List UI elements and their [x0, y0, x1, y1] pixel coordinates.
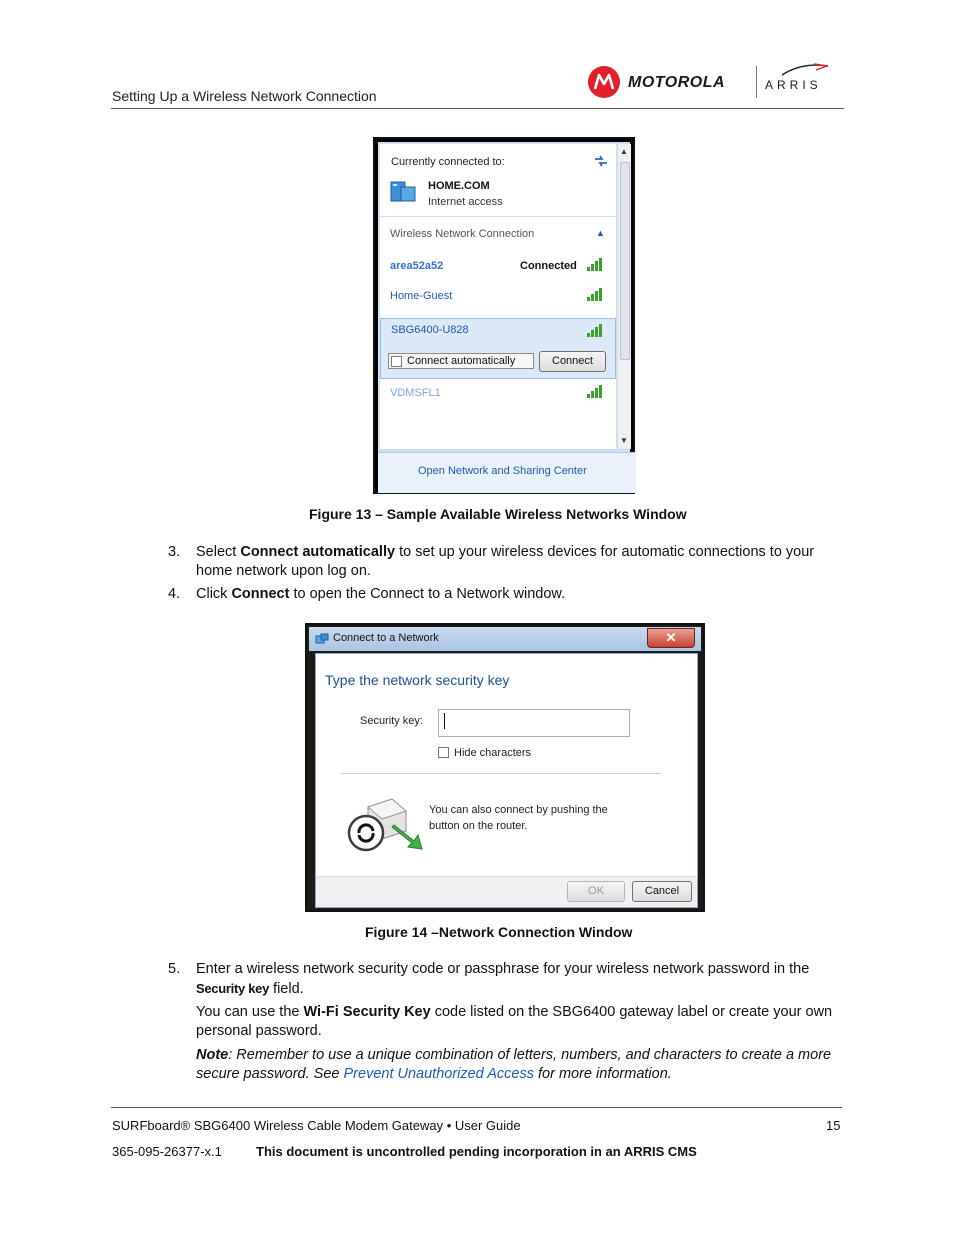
motorola-logo-icon — [588, 66, 620, 98]
security-key-input[interactable] — [438, 709, 630, 737]
figure-13-caption: Figure 13 – Sample Available Wireless Networks Window — [309, 506, 687, 522]
step-3-text — [196, 543, 836, 581]
step-number: 5. — [168, 961, 181, 977]
step-4-text — [196, 585, 836, 604]
footer-product-title: SURFboard® SBG6400 Wireless Cable Modem Gateway • User Guide — [112, 1118, 521, 1133]
dialog-heading: Type the network security key — [325, 672, 510, 688]
logo-divider — [756, 66, 757, 98]
hide-characters-checkbox[interactable] — [438, 747, 449, 758]
signal-strength-icon — [587, 287, 605, 301]
network-item-name[interactable]: area52a52 — [390, 260, 444, 272]
divider — [341, 773, 661, 774]
signal-strength-icon — [587, 384, 605, 398]
security-key-label: Security key: — [360, 715, 423, 727]
connected-network-name: HOME.COM — [428, 180, 490, 192]
step-5-line1: Enter a wireless network security code or passphrase for your wireless network password in the — [196, 961, 810, 977]
note-text-line1: : Remember to use a unique combination of letters, numbers, and characters to create a more — [228, 1047, 832, 1063]
connect-network-dialog — [305, 623, 705, 912]
collapse-chevron-icon[interactable]: ▲ — [596, 228, 605, 238]
connect-automatically-checkbox[interactable] — [391, 356, 402, 367]
cancel-button[interactable]: Cancel — [632, 881, 692, 902]
close-icon[interactable]: ✕ — [647, 628, 695, 648]
network-item-name[interactable]: Home-Guest — [390, 290, 453, 302]
open-network-sharing-link[interactable]: Open Network and Sharing Center — [418, 465, 587, 477]
step-5-para-prefix: You can use the — [196, 1004, 304, 1020]
wireless-section-label: Wireless Network Connection — [390, 228, 535, 240]
step-3-line2: home network upon log on. — [196, 563, 371, 579]
step-3-prefix: Select — [196, 544, 241, 560]
prevent-unauthorized-access-link[interactable]: Prevent Unauthorized Access — [343, 1066, 534, 1082]
step-5-paragraph — [196, 1003, 841, 1041]
note-text-line2-suffix: for more information. — [533, 1066, 672, 1082]
wireless-networks-window — [373, 137, 635, 494]
connect-automatically-label: Connect automatically — [407, 355, 516, 367]
signal-strength-icon — [587, 323, 605, 337]
security-key-field-name: Security key — [196, 981, 270, 996]
wifi-security-key-emphasis: Wi-Fi Security Key — [303, 1004, 431, 1020]
push-button-router-icon — [346, 791, 428, 858]
push-button-text-line2: button on the router. — [429, 820, 528, 832]
page-section-title: Setting Up a Wireless Network Connection — [112, 88, 377, 104]
step-5-para-suffix: code listed on the SBG6400 gateway label or create your own — [430, 1004, 833, 1020]
note-label: Note — [196, 1047, 229, 1063]
network-dialog-icon — [315, 632, 329, 650]
currently-connected-label: Currently connected to: — [391, 156, 505, 168]
ok-button[interactable]: OK — [567, 881, 625, 902]
step-number: 3. — [168, 544, 181, 560]
note-text-line2-prefix: secure password. See — [196, 1066, 344, 1082]
step-5-line2: field. — [269, 981, 304, 997]
refresh-icon[interactable] — [593, 154, 609, 173]
networks-scrollbar[interactable] — [617, 144, 631, 449]
signal-strength-icon — [587, 257, 605, 271]
step-4-emphasis: Connect — [231, 586, 290, 602]
connected-network-status: Internet access — [428, 196, 503, 208]
step-3-emphasis: Connect automatically — [240, 544, 396, 560]
motorola-wordmark: MOTOROLA — [628, 74, 726, 91]
network-connected-status: Connected — [520, 260, 577, 272]
hide-characters-label: Hide characters — [454, 747, 532, 759]
note-paragraph — [196, 1046, 841, 1084]
step-3-suffix: to set up your wireless devices for automatic connections to your — [395, 544, 815, 560]
network-computer-icon — [389, 178, 419, 209]
document-number: 365-095-26377-x.1 — [112, 1144, 222, 1159]
step-4-suffix: to open the Connect to a Network window. — [289, 586, 566, 602]
text-cursor — [444, 713, 445, 729]
scroll-up-arrow-icon[interactable]: ▲ — [620, 147, 628, 156]
networks-list-panel — [380, 144, 616, 449]
scroll-down-arrow-icon[interactable]: ▼ — [620, 436, 628, 445]
header-divider — [111, 108, 844, 109]
selected-network-item[interactable] — [380, 318, 616, 379]
divider — [380, 216, 616, 217]
footer-divider — [111, 1107, 842, 1108]
dialog-footer — [315, 876, 698, 908]
push-button-text-line1: You can also connect by pushing the — [429, 804, 608, 816]
connect-button[interactable]: Connect — [539, 351, 606, 372]
document-notice: This document is uncontrolled pending incorporation in an ARRIS CMS — [256, 1144, 697, 1159]
step-5-para-line2: personal password. — [196, 1023, 322, 1039]
network-item-name[interactable]: VDMSFL1 — [390, 387, 441, 399]
page-number: 15 — [826, 1118, 841, 1133]
network-item-name[interactable]: SBG6400-U828 — [391, 324, 469, 336]
networks-footer — [378, 452, 636, 493]
step-number: 4. — [168, 586, 181, 602]
scrollbar-thumb[interactable] — [620, 162, 630, 360]
dialog-titlebar — [309, 627, 701, 651]
step-4-prefix: Click — [196, 586, 232, 602]
dialog-body — [315, 653, 698, 877]
dialog-title: Connect to a Network — [333, 632, 439, 644]
step-5-text — [196, 960, 841, 999]
arris-wordmark: ARRIS — [765, 78, 822, 92]
figure-14-caption: Figure 14 –Network Connection Window — [365, 924, 633, 940]
